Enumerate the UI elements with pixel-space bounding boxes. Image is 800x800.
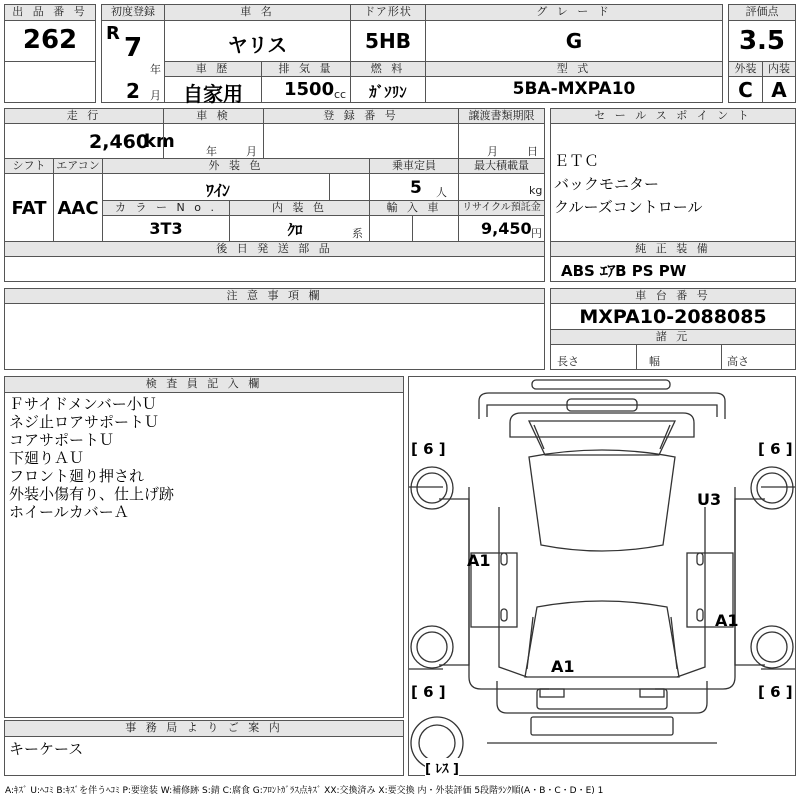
load-label: 最大積載量 xyxy=(458,158,545,174)
recycle-label: リサイクル預託金 xyxy=(458,200,545,216)
tire-front-left-label: [ 6 ] xyxy=(411,440,446,458)
era: R xyxy=(106,23,120,44)
insp-month-unit: 月 xyxy=(246,145,257,158)
inspection-box xyxy=(163,123,264,159)
car-diagram xyxy=(408,376,796,776)
mileage-box xyxy=(4,123,175,159)
ac-box xyxy=(53,173,103,242)
notes-label: 注 意 事 項 欄 xyxy=(4,288,545,304)
import-divider xyxy=(412,216,413,241)
grade-label: グ レ ー ド xyxy=(425,4,723,21)
history: 自家用 xyxy=(183,82,243,106)
height-label: 高さ xyxy=(727,355,749,368)
insp-year-unit: 年 xyxy=(206,145,217,158)
length-label: 長さ xyxy=(557,355,579,368)
spec-divider xyxy=(721,345,722,369)
tire-front-right-label: [ 6 ] xyxy=(758,440,793,458)
displacement: 1500 xyxy=(284,79,335,100)
capacity-label: 乗車定員 xyxy=(369,158,459,174)
score-box xyxy=(728,20,796,62)
grade: G xyxy=(565,29,583,53)
sales-item: ＥＴＣ xyxy=(554,152,600,170)
interior-box xyxy=(229,215,370,242)
int-box xyxy=(762,76,796,103)
ac-label: エアコン xyxy=(53,158,103,174)
chassis-number: MXPA10-2088085 xyxy=(579,306,767,328)
transfer-box xyxy=(458,123,545,159)
mileage-label: 走 行 xyxy=(4,108,164,124)
shift-label: シフト xyxy=(4,158,54,174)
chassis-label: 車 台 番 号 xyxy=(550,288,796,304)
lot-blank xyxy=(4,61,96,103)
colorno-box xyxy=(102,215,230,242)
office-box xyxy=(4,736,404,776)
shift: FAT xyxy=(11,198,47,219)
transfer-label: 譲渡書類期限 xyxy=(458,108,545,124)
car-name: ヤリス xyxy=(227,33,288,57)
sales-box xyxy=(550,123,796,242)
reg-label: 初度登録 xyxy=(101,4,165,21)
inspector-line: ネジ止ロアサポートＵ xyxy=(9,413,160,431)
reg-year: 7 xyxy=(124,33,143,63)
load-box xyxy=(458,173,545,201)
office-label: 事 務 局 よ り ご 案 内 xyxy=(4,720,404,737)
grade-box xyxy=(425,20,723,62)
ext-box xyxy=(728,76,763,103)
history-label: 車 歴 xyxy=(164,61,262,77)
inspector-line: ホイールカバーＡ xyxy=(9,503,129,521)
width-label: 幅 xyxy=(649,355,660,368)
int-label: 内装 xyxy=(762,61,796,77)
tire-rear-left-label: [ 6 ] xyxy=(411,683,446,701)
color: ﾜｲﾝ xyxy=(205,181,230,200)
regno-label: 登 録 番 号 xyxy=(263,108,459,124)
damage-mark: U3 xyxy=(697,490,722,509)
legend: A:ｷｽﾞ U:ﾍｺﾐ B:ｷｽﾞを伴うﾍｺﾐ P:要塗装 W:補修跡 S:錆 C:腐食 G:ﾌﾛﾝﾄｶﾞﾗｽ点ｷｽﾞ XX:交換済み X:要交換 内・外装評価 5段階ﾗﾝｸ順(A・B・C・D・E) 1 xyxy=(5,786,604,796)
shift-box xyxy=(4,173,54,242)
interior: ｸﾛ xyxy=(287,221,303,239)
spec-label: 諸 元 xyxy=(550,329,796,345)
color-divider xyxy=(329,174,330,200)
inspector-line: 下廻りＡＵ xyxy=(9,449,85,467)
lot-number: 262 xyxy=(22,25,78,55)
chassis-box xyxy=(550,303,796,330)
car-outline xyxy=(409,377,795,775)
inspector-box xyxy=(4,392,404,718)
lot-box xyxy=(4,20,96,62)
tire-rear-right-label: [ 6 ] xyxy=(758,683,793,701)
recycle: 9,450 xyxy=(481,219,532,238)
interior-label: 内 装 色 xyxy=(229,200,370,216)
year-unit: 年 xyxy=(150,63,161,76)
reg-box xyxy=(101,20,165,103)
door-box xyxy=(350,20,426,62)
fuel-label: 燃 料 xyxy=(350,61,426,77)
office-text: キーケース xyxy=(9,740,84,758)
inspection-label: 車 検 xyxy=(163,108,264,124)
model-label: 型 式 xyxy=(425,61,723,77)
colorno-label: カ ラ ー N o . xyxy=(102,200,230,216)
load-unit: kg xyxy=(529,184,543,197)
capacity-unit: 人 xyxy=(436,186,447,199)
door-type: 5HB xyxy=(365,29,411,53)
ext-label: 外装 xyxy=(728,61,763,77)
equipment: ABS ｴｱB PS PW xyxy=(561,262,687,280)
transfer-month-unit: 月 xyxy=(487,145,498,158)
import-label: 輸 入 車 xyxy=(369,200,459,216)
sales-item: バックモニター xyxy=(554,175,660,193)
mileage: 2,460 xyxy=(89,131,150,153)
sales-item: クルーズコントロール xyxy=(554,198,703,216)
disp-label: 排 気 量 xyxy=(261,61,351,77)
capacity: 5 xyxy=(410,178,422,198)
fuel-box xyxy=(350,76,426,103)
damage-mark: A1 xyxy=(715,611,739,630)
history-box xyxy=(164,76,262,106)
inspector-line: Ｆサイドメンバー小Ｕ xyxy=(9,395,157,413)
later-parts-label: 後 日 発 送 部 品 xyxy=(4,241,545,257)
spec-box xyxy=(550,344,796,370)
inspector-line: フロント廻り押され xyxy=(9,467,145,485)
damage-mark: A1 xyxy=(551,657,575,676)
recycle-box xyxy=(458,215,545,242)
mileage-unit: km xyxy=(144,131,175,152)
score-label: 評価点 xyxy=(728,4,796,21)
disp-box xyxy=(261,76,351,103)
reg-month: 2 xyxy=(126,79,140,103)
car-label: 車 名 xyxy=(164,4,351,21)
lot-label: 出 品 番 号 xyxy=(4,4,96,21)
equipment-box xyxy=(550,256,796,282)
recycle-unit: 円 xyxy=(531,227,542,240)
spec-divider xyxy=(636,345,637,369)
notes-box xyxy=(4,303,545,370)
ac: AAC xyxy=(57,198,99,219)
equipment-label: 純 正 装 備 xyxy=(550,241,796,257)
int-rating: A xyxy=(771,78,787,102)
inspector-label: 検 査 員 記 入 欄 xyxy=(4,376,404,393)
ext-rating: C xyxy=(738,78,753,102)
regno-box xyxy=(263,123,459,159)
spare-tire-label: [ ﾚｽ ] xyxy=(425,758,459,777)
door-label: ドア形状 xyxy=(350,4,426,21)
color-label: 外 装 色 xyxy=(102,158,370,174)
inspector-line: コアサポートＵ xyxy=(9,431,115,449)
inspector-line: 外装小傷有り、仕上げ跡 xyxy=(9,485,175,503)
score: 3.5 xyxy=(738,26,786,56)
disp-unit: cc xyxy=(334,88,347,101)
interior-unit: 系 xyxy=(352,227,363,240)
colorno: 3T3 xyxy=(149,219,183,238)
transfer-day-unit: 日 xyxy=(527,145,538,158)
damage-mark: A1 xyxy=(467,551,491,570)
fuel: ｶﾞｿﾘﾝ xyxy=(369,83,407,101)
model: 5BA-MXPA10 xyxy=(512,79,636,99)
color-box xyxy=(102,173,370,201)
capacity-box xyxy=(369,173,459,201)
import-box xyxy=(369,215,459,242)
car-box xyxy=(164,20,351,62)
sales-label: セ ー ル ス ポ イ ン ト xyxy=(550,108,796,124)
model-box xyxy=(425,76,723,103)
month-unit: 月 xyxy=(150,89,161,102)
later-parts-box xyxy=(4,256,545,282)
